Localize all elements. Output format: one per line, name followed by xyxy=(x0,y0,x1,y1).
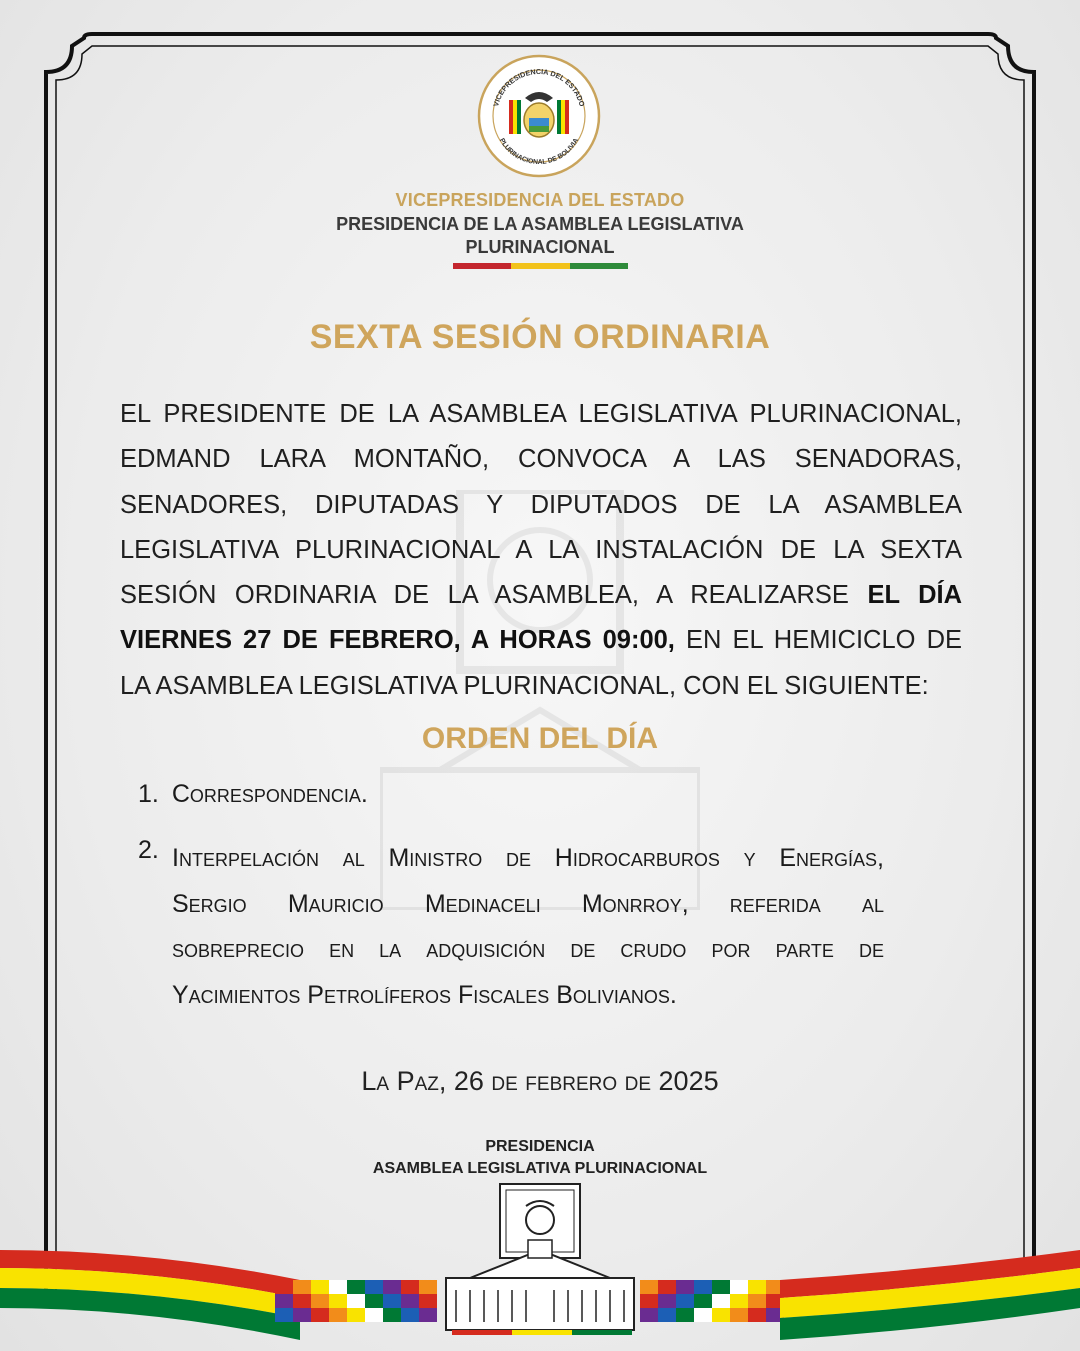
header-line-3: PLURINACIONAL xyxy=(465,237,615,257)
seal-text-bottom: PLURINACIONAL DE BOLIVIA xyxy=(497,137,581,167)
agenda-item-text: Correspondencia. xyxy=(171,780,368,808)
header-line-2: PRESIDENCIA DE LA ASAMBLEA LEGISLATIVA xyxy=(336,214,744,234)
body-line: EDMAND LARA MONTAÑO, CONVOCA A LAS SENADORAS, xyxy=(120,445,962,474)
agenda-title: ORDEN DEL DÍA xyxy=(421,722,659,755)
body-line: EL PRESIDENTE DE LA ASAMBLEA LEGISLATIVA PLURINACIONAL, xyxy=(120,400,962,428)
flag-ribbon-banner xyxy=(0,1180,1080,1351)
agenda-item-line: Interpelación al Ministro de Hidrocarburos y Energías, xyxy=(172,844,884,872)
header-line-1: VICEPRESIDENCIA DEL ESTADO xyxy=(395,190,685,210)
agenda-item-line: Yacimientos Petrolíferos Fiscales Bolivianos. xyxy=(172,980,677,1009)
vicepresidency-seal xyxy=(477,54,601,178)
body-line: LA ASAMBLEA LEGISLATIVA PLURINACIONAL, CON EL SIGUIENTE: xyxy=(120,671,929,700)
tricolor-divider xyxy=(453,263,628,269)
place-date: La Paz, 26 de febrero de 2025 xyxy=(361,1066,719,1096)
agenda-item xyxy=(138,780,368,809)
wiphala-left xyxy=(275,1280,437,1322)
body-line xyxy=(120,573,962,618)
body-line: LEGISLATIVA PLURINACIONAL A LA INSTALACIÓN DE LA SEXTA xyxy=(120,535,962,564)
seal-text-top: VICEPRESIDENCIA DEL ESTADO xyxy=(491,66,587,108)
legislative-palace-icon xyxy=(446,1184,634,1335)
convocation-paragraph xyxy=(120,392,962,709)
body-line xyxy=(120,618,962,663)
agenda-item-number: 2. xyxy=(138,836,159,864)
agenda-item-line: Sergio Mauricio Medinaceli Monrroy, referida al xyxy=(172,889,884,918)
body-text: SESIÓN ORDINARIA DE LA ASAMBLEA, A REALIZARSE xyxy=(120,581,849,610)
footer-line-2: ASAMBLEA LEGISLATIVA PLURINACIONAL xyxy=(372,1160,708,1177)
wiphala-right xyxy=(640,1280,784,1322)
page-title: SEXTA SESIÓN ORDINARIA xyxy=(309,318,771,356)
agenda-item-text xyxy=(172,836,884,1018)
session-date-bold: VIERNES 27 DE FEBRERO, A HORAS 09:00, xyxy=(120,626,675,655)
agenda-item-number: 1. xyxy=(138,780,159,808)
agenda-item xyxy=(138,836,884,1018)
body-line: SENADORES, DIPUTADAS Y DIPUTADOS DE LA ASAMBLEA xyxy=(120,490,962,519)
body-text: EN EL HEMICICLO DE xyxy=(685,626,962,655)
footer-line-1: PRESIDENCIA xyxy=(485,1138,595,1155)
session-day-bold: EL DÍA xyxy=(867,581,962,610)
agenda-item-line: sobreprecio en la adquisición de crudo por parte de xyxy=(172,935,884,963)
